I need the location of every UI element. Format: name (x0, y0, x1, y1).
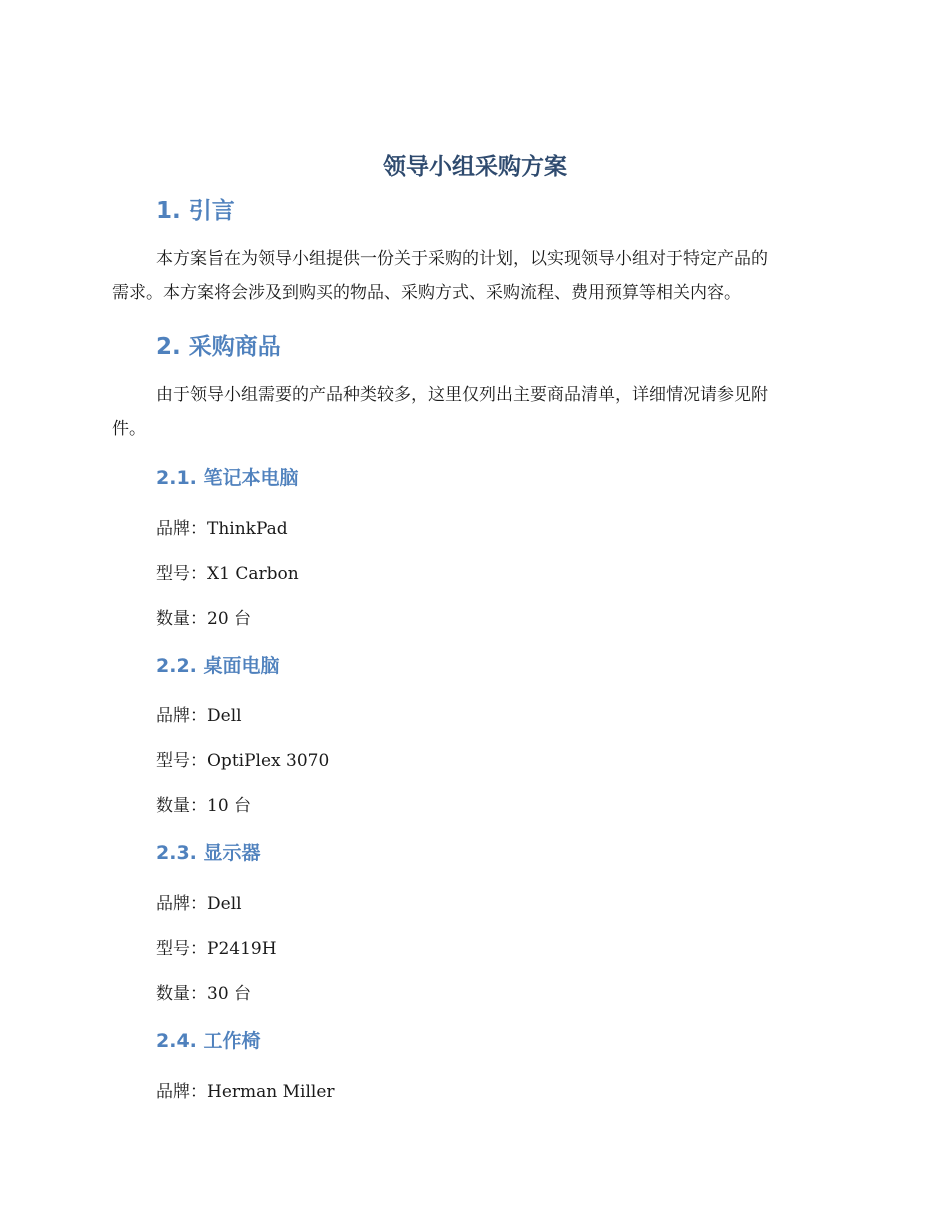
subsection-heading-laptop: 2.1. 笔记本电脑 (156, 467, 299, 489)
monitor-brand: 品牌：Dell (156, 894, 242, 914)
introduction-paragraph (112, 242, 832, 310)
monitor-model: 型号：P2419H (156, 939, 277, 959)
laptop-quantity: 数量：20 台 (156, 609, 252, 629)
desktop-model: 型号：OptiPlex 3070 (156, 751, 330, 771)
section-heading-introduction: 1. 引言 (156, 198, 235, 224)
laptop-brand: 品牌：ThinkPad (156, 519, 288, 539)
desktop-quantity: 数量：10 台 (156, 796, 252, 816)
paragraph-line: 件。 (112, 419, 146, 439)
subsection-heading-desktop: 2.2. 桌面电脑 (156, 655, 280, 677)
paragraph-line: 需求。本方案将会涉及到购买的物品、采购方式、采购流程、费用预算等相关内容。 (112, 283, 741, 303)
document-title: 领导小组采购方案 (383, 154, 567, 180)
subsection-heading-monitor: 2.3. 显示器 (156, 842, 261, 864)
purchase-items-paragraph (112, 378, 832, 446)
office-chair-brand: 品牌：Herman Miller (156, 1082, 335, 1102)
monitor-quantity: 数量：30 台 (156, 984, 252, 1004)
laptop-model: 型号：X1 Carbon (156, 564, 299, 584)
desktop-brand: 品牌：Dell (156, 706, 242, 726)
section-heading-purchase-items: 2. 采购商品 (156, 334, 281, 360)
paragraph-line: 本方案旨在为领导小组提供一份关于采购的计划，以实现领导小组对于特定产品的 (156, 249, 768, 269)
paragraph-line: 由于领导小组需要的产品种类较多，这里仅列出主要商品清单，详细情况请参见附 (156, 385, 768, 405)
subsection-heading-office-chair: 2.4. 工作椅 (156, 1030, 261, 1052)
